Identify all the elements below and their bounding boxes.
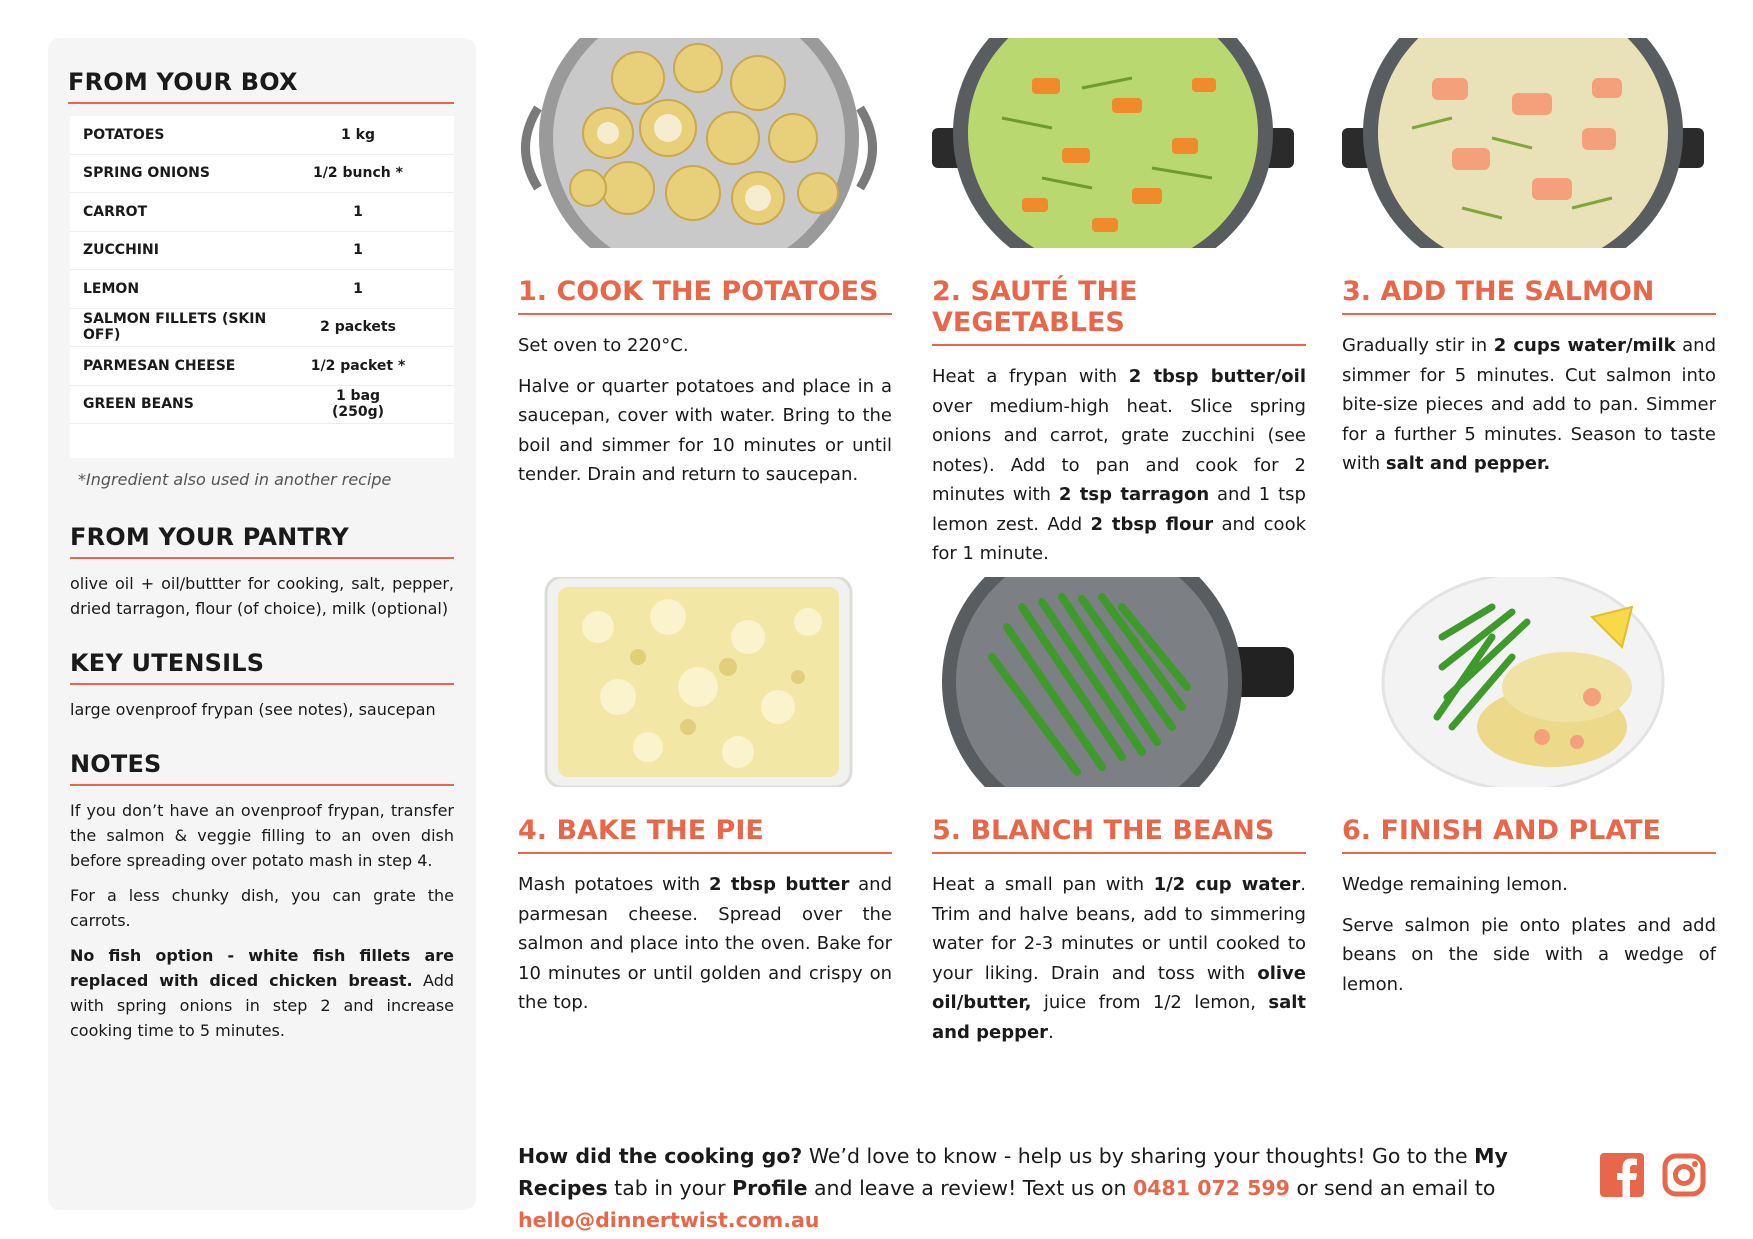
text: tab in your	[607, 1176, 733, 1200]
step-1	[518, 38, 892, 501]
ingredient-name: ZUCCHINI	[83, 242, 159, 259]
utensils-text: large ovenproof frypan (see notes), saucepan	[70, 700, 436, 719]
text: and leave a review! Text us on	[807, 1176, 1134, 1200]
text: Gradually stir in	[1342, 335, 1494, 356]
text: .	[1048, 1021, 1054, 1043]
note-no-fish-rest: Add with spring onions in step 2 and increase cooking time to 5 minutes.	[70, 971, 455, 1040]
bold-text: How did the cooking go?	[518, 1144, 803, 1168]
ingredients-table	[70, 116, 454, 458]
social-links	[1600, 1153, 1706, 1197]
ingredient-name: SALMON FILLETS (SKIN OFF)	[83, 311, 267, 344]
ingredient-row	[70, 193, 454, 232]
table-spacer	[70, 424, 454, 458]
text: and cook for 1 minute.	[932, 513, 1307, 564]
step-4-instructions	[518, 870, 892, 1018]
bold-text: 2 cups water/milk	[1493, 335, 1676, 356]
text: and parmesan cheese. Spread over the salmon and place into the oven. Bake for 10 minutes or until golden and crispy on the top.	[518, 874, 892, 1013]
utensils-title: KEY UTENSILS	[70, 649, 454, 685]
utensils-section	[70, 649, 454, 722]
ingredient-qty: 1 kg	[341, 126, 375, 143]
step-5-body	[932, 870, 1306, 1047]
step-5	[932, 577, 1306, 1058]
ingredient-qty: 1 bag (250g)	[331, 388, 385, 421]
text: and 1 tsp lemon zest. Add	[932, 484, 1306, 535]
text: juice from 1/2 lemon,	[1031, 992, 1269, 1013]
step-3	[1342, 38, 1716, 490]
note-carrots: For a less chunky dish, you can grate the carrots.	[70, 886, 454, 930]
ingredient-qty: 1	[353, 203, 363, 220]
notes-title: NOTES	[70, 750, 454, 786]
ingredient-row	[70, 347, 454, 386]
step-5-instructions	[932, 870, 1306, 1047]
ingredient-name: SPRING ONIONS	[83, 165, 210, 182]
ingredient-row	[70, 309, 454, 348]
feedback-footer	[518, 1140, 1568, 1236]
step-2-title: 2. SAUTÉ THE VEGETABLES	[932, 276, 1306, 346]
step-4-title: 4. BAKE THE PIE	[518, 815, 892, 854]
step-6-body	[1342, 870, 1716, 999]
ingredient-qty: 1	[353, 280, 363, 297]
bold-text: 2 tbsp butter	[709, 874, 850, 895]
text: and simmer for 5 minutes. Cut salmon into bite-size pieces and add to pan. Simmer for a further 5 minutes. Season to taste with	[1342, 335, 1717, 474]
bold-text: salt and pepper	[932, 992, 1306, 1043]
ingredient-qty: 1/2 bunch *	[313, 165, 403, 182]
facebook-icon[interactable]	[1600, 1153, 1644, 1197]
phone-link[interactable]: 0481 072 599	[1133, 1176, 1290, 1200]
step-4-body	[518, 870, 892, 1018]
step-6	[1342, 577, 1716, 1010]
pantry-section	[70, 523, 454, 621]
ingredient-name: LEMON	[83, 280, 140, 297]
step-6-lemon: Wedge remaining lemon.	[1342, 874, 1568, 895]
ingredient-row	[70, 270, 454, 309]
note-no-fish	[70, 943, 454, 1043]
vegetables-frypan-image	[932, 38, 1294, 248]
pantry-text: olive oil + oil/buttter for cooking, salt, pepper, dried tarragon, flour (of choice), milk (optional)	[70, 574, 454, 618]
my-recipes-link[interactable]: My Recipes	[518, 1144, 1508, 1200]
step-1-instructions: Halve or quarter potatoes and place in a saucepan, cover with water. Bring to the boil and simmer for 10 minutes or until tender. Drain and return to saucepan.	[518, 375, 892, 485]
ingredient-row	[70, 116, 454, 155]
text: or send an email to	[1289, 1176, 1496, 1200]
step-2-body	[932, 362, 1306, 569]
notes-section	[70, 750, 454, 1043]
text: We’d love to know - help us by sharing your thoughts! Go to the	[802, 1144, 1475, 1168]
ingredient-name: PARMESAN CHEESE	[83, 357, 236, 374]
bold-text: 2 tbsp butter/oil	[1128, 366, 1306, 387]
ingredient-qty: 2 packets	[320, 319, 396, 336]
step-1-title: 1. COOK THE POTATOES	[518, 276, 892, 315]
ingredient-name: POTATOES	[83, 126, 165, 143]
bold-text: 2 tbsp flour	[1090, 513, 1214, 535]
bold-text: olive oil/butter,	[932, 962, 1306, 1013]
text: . Trim and halve beans, add to simmering water for 2-3 minutes or until cooked to your liking. Drain and toss with	[932, 874, 1306, 984]
step-3-instructions	[1342, 331, 1716, 479]
note-ovenproof: If you don’t have an ovenproof frypan, transfer the salmon & veggie filling to an oven dish before spreading over potato mash in step 4.	[70, 801, 454, 870]
profile-link[interactable]: Profile	[732, 1176, 808, 1200]
potatoes-pot-image	[518, 38, 880, 248]
step-3-body	[1342, 331, 1716, 479]
ingredient-qty: 1/2 packet *	[310, 357, 406, 374]
ingredient-footnote: *Ingredient also used in another recipe	[78, 470, 392, 489]
potato-mash-dish-image	[518, 577, 880, 787]
bold-text: 2 tsp tarragon	[1058, 484, 1210, 505]
step-2-instructions	[932, 362, 1306, 569]
email-link[interactable]: hello@dinnertwist.com.au	[518, 1208, 820, 1232]
step-3-title: 3. ADD THE SALMON	[1342, 276, 1716, 315]
plated-salmon-pie-image	[1342, 577, 1704, 787]
salmon-frypan-image	[1342, 38, 1704, 248]
step-2	[932, 38, 1306, 580]
note-no-fish-bold: No fish option - white fish fillets are replaced with diced chicken breast.	[70, 946, 454, 990]
sidebar	[48, 38, 476, 1210]
step-5-title: 5. BLANCH THE BEANS	[932, 815, 1306, 854]
from-your-box-title: FROM YOUR BOX	[68, 68, 454, 104]
instagram-icon[interactable]	[1662, 1153, 1706, 1197]
ingredient-qty: 1	[353, 242, 363, 259]
step-6-serve: Serve salmon pie onto plates and add beans on the side with a wedge of lemon.	[1342, 914, 1716, 995]
step-1-oven: Set oven to 220°C.	[518, 335, 689, 356]
ingredient-row	[70, 155, 454, 194]
ingredient-name: CARROT	[83, 203, 148, 220]
step-1-body	[518, 331, 892, 490]
bold-text: 1/2 cup water	[1153, 874, 1301, 895]
ingredient-row	[70, 232, 454, 271]
text: Mash potatoes with	[518, 874, 710, 895]
text: Heat a small pan with	[932, 874, 1154, 895]
text: over medium-high heat. Slice spring onions and carrot, grate zucchini (see notes). Add to pan and cook for 2 minutes with	[932, 395, 1306, 505]
step-6-title: 6. FINISH AND PLATE	[1342, 815, 1716, 854]
bold-text: salt and pepper.	[1385, 453, 1551, 474]
ingredient-row	[70, 386, 454, 425]
ingredient-name: GREEN BEANS	[83, 396, 194, 413]
feedback-text	[518, 1140, 1548, 1236]
text: Heat a frypan with	[932, 366, 1129, 387]
green-beans-pan-image	[932, 577, 1294, 787]
pantry-title: FROM YOUR PANTRY	[70, 523, 454, 559]
step-4	[518, 577, 892, 1029]
